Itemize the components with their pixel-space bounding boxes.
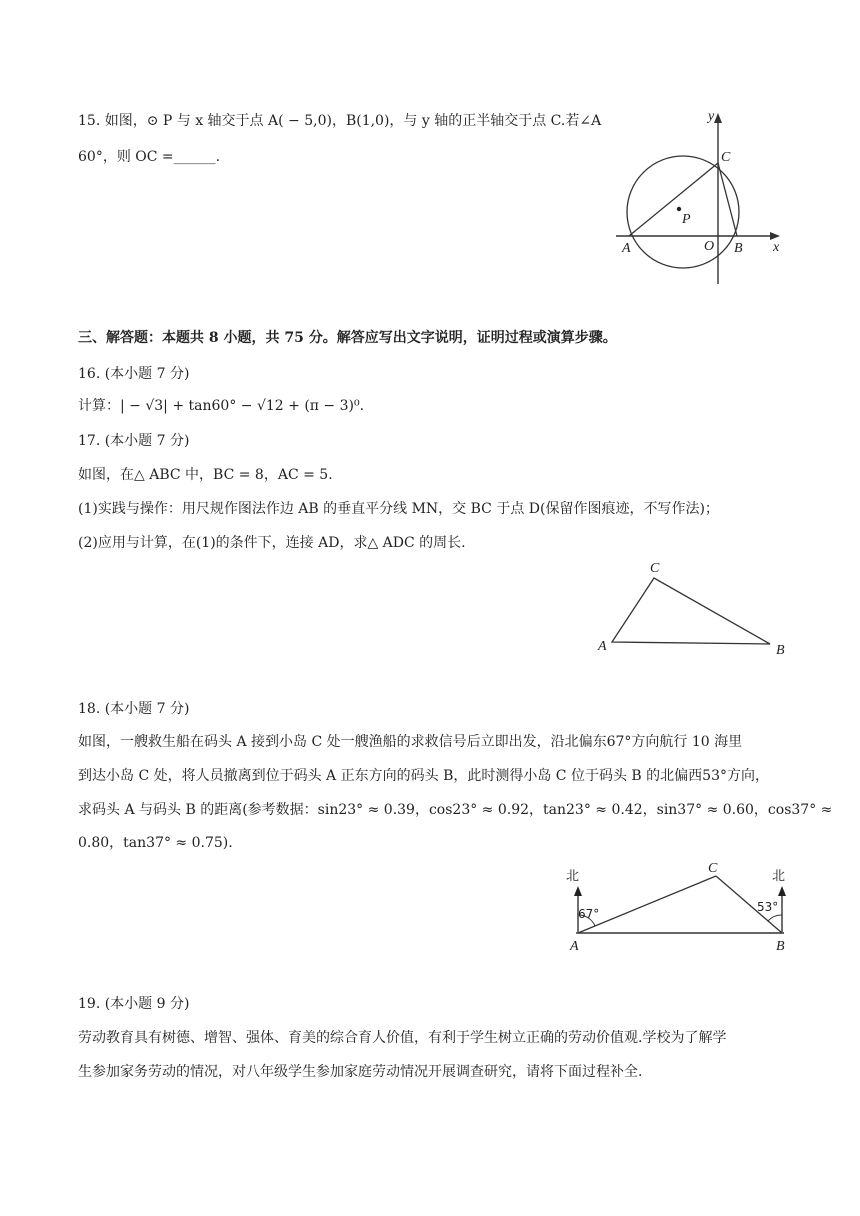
- q18-label-c: C: [708, 861, 718, 876]
- q15-label-x: x: [773, 240, 780, 255]
- section-3-heading: 三、解答题：本题共 8 小题，共 75 分。解答应写出文字说明，证明过程或演算步骤。: [78, 330, 617, 346]
- q18-label-b: B: [776, 939, 785, 954]
- q18-header: 18. (本小题 7 分): [78, 701, 190, 717]
- q18-navigation-figure: [560, 858, 800, 958]
- q17-header: 17. (本小题 7 分): [78, 433, 190, 449]
- q16-text: 计算：| − √3| + tan60° − √12 + (π − 3)⁰.: [78, 398, 365, 414]
- q17-label-a: A: [598, 639, 607, 654]
- q18-text-line-2: 到达小岛 C 处，将人员撤离到位于码头 A 正东方向的码头 B，此时测得小岛 C 位于码头 B 的北偏西53°方向，: [78, 768, 769, 784]
- q17-text-line-2: (1)实践与操作：用尺规作图法作边 AB 的垂直平分线 MN，交 BC 于点 D(保留作图痕迹，不写作法)；: [78, 501, 719, 517]
- q15-label-y: y: [708, 109, 715, 124]
- q18-text-line-1: 如图，一艘救生船在码头 A 接到小岛 C 处一艘渔船的求救信号后立即出发，沿北偏东67°方向航行 10 海里: [78, 734, 743, 750]
- q18-north-right: 北: [772, 869, 786, 884]
- q15-circle-figure: [610, 108, 790, 288]
- q18-text-line-3: 求码头 A 与码头 B 的距离(参考数据：sin23° ≈ 0.39，cos23° ≈ 0.92，tan23° ≈ 0.42，sin37° ≈ 0.60，cos37° ≈: [78, 802, 833, 818]
- q18-angle-a: 67°: [578, 907, 600, 921]
- q19-header: 19. (本小题 9 分): [78, 996, 190, 1012]
- q15-text-line-2: 60°，则 OC =______.: [78, 149, 221, 165]
- q15-label-p: P: [682, 212, 691, 227]
- q15-label-b: B: [734, 241, 743, 256]
- q18-label-a: A: [570, 939, 579, 954]
- q17-text-line-3: (2)应用与计算，在(1)的条件下，连接 AD，求△ ADC 的周长.: [78, 535, 466, 551]
- q18-north-left: 北: [566, 869, 580, 884]
- q17-text-line-1: 如图，在△ ABC 中，BC = 8，AC = 5.: [78, 467, 333, 483]
- q15-label-o: O: [704, 239, 715, 254]
- q18-text-line-4: 0.80，tan37° ≈ 0.75).: [78, 835, 233, 851]
- q15-label-c: C: [721, 150, 731, 165]
- q15-label-a: A: [622, 241, 631, 256]
- q17-triangle-figure: [590, 556, 800, 660]
- q15-text-line-1: 15. 如图，⊙ P 与 x 轴交于点 A( − 5,0)，B(1,0)，与 y 轴的正半轴交于点 C.若∠A: [78, 113, 602, 129]
- q17-label-b: B: [776, 643, 785, 658]
- q19-text-line-1: 劳动教育具有树德、增智、强体、育美的综合育人价值，有利于学生树立正确的劳动价值观.学校为了解学: [78, 1030, 727, 1046]
- q16-header: 16. (本小题 7 分): [78, 366, 190, 382]
- q18-angle-b: 53°: [757, 900, 779, 914]
- q19-text-line-2: 生参加家务劳动的情况，对八年级学生参加家庭劳动情况开展调查研究，请将下面过程补全.: [78, 1064, 643, 1080]
- q17-label-c: C: [650, 561, 660, 576]
